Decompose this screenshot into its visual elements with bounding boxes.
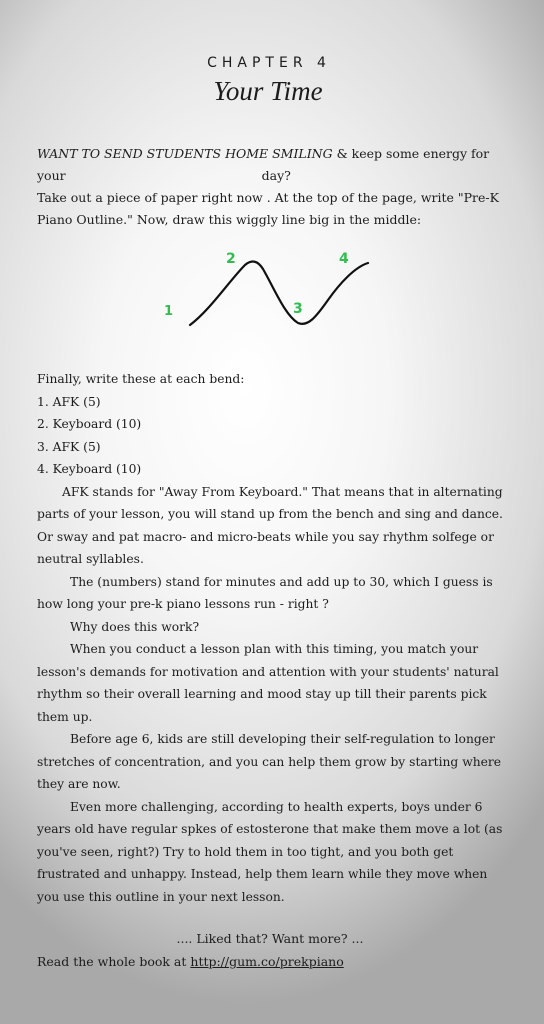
footer-read-text: Read the whole book at: [37, 954, 191, 969]
intro-instructions: Take out a piece of paper right now . At the top of the page, write "Pre-K Piano Outline." Now, draw this wiggly line big in the middle:: [37, 190, 499, 227]
step-item: 3. AFK (5): [37, 439, 101, 454]
steps-intro: Finally, write these at each bend:: [37, 372, 245, 386]
intro-line-2: [37, 165, 503, 187]
footer-tease: .... Liked that? Want more? ...: [176, 931, 364, 946]
step-item: 1. AFK (5): [37, 394, 101, 409]
intro-line-1: [37, 143, 503, 165]
footer-read-line: [37, 954, 344, 969]
steps-and-paragraphs: [37, 368, 507, 908]
paragraph-afk: AFK stands for "Away From Keyboard." That means that in alternating parts of your lesson, you will stand up from the bench and sing and dance. Or sway and pat macro- and micro-beats while you say rhythm solfege or neutral syllables.: [37, 484, 503, 566]
intro-lead: WANT TO SEND STUDENTS HOME SMILING: [37, 146, 333, 161]
diagram-label-3: 3: [293, 301, 303, 317]
intro-paragraph: [37, 143, 503, 231]
intro-word-your: your: [37, 168, 66, 183]
diagram-label-4: 4: [339, 251, 349, 267]
paragraph-why: Why does this work?: [70, 619, 200, 634]
book-link[interactable]: http://gum.co/prekpiano: [190, 954, 344, 969]
wiggly-line: [190, 262, 368, 325]
wiggly-line-diagram: [150, 245, 380, 335]
chapter-title: Your Time: [213, 76, 323, 106]
intro-lead-rest: & keep some energy for: [332, 146, 490, 161]
paragraph-numbers: The (numbers) stand for minutes and add up to 30, which I guess is how long your pre-k piano lessons run - right ?: [37, 574, 493, 611]
step-item: 2. Keyboard (10): [37, 417, 142, 431]
chapter-label: CHAPTER 4: [207, 55, 331, 71]
paragraph-before: Before age 6, kids are still developing their self-regulation to longer stretches of concentration, and you can help them grow by starting where they are now.: [37, 732, 502, 791]
paragraph-when: When you conduct a lesson plan with this timing, you match your lesson's demands for motivation and attention with your students' natural rhythm so their overall learning and mood stay up till their parents pick them up.: [37, 642, 499, 724]
intro-word-day: day?: [261, 168, 291, 183]
step-item: 4. Keyboard (10): [37, 462, 142, 476]
diagram-label-2: 2: [226, 251, 236, 267]
diagram-label-1: 1: [164, 304, 174, 319]
paragraph-even: Even more challenging, according to health experts, boys under 6 years old have regular spkes of estosterone that make them move a lot (as you've seen, right?) Try to hold them in too tight, and you both get frustrated and unhappy. Instead, help them learn while they move when you use this outline in your next lesson.: [37, 799, 503, 904]
